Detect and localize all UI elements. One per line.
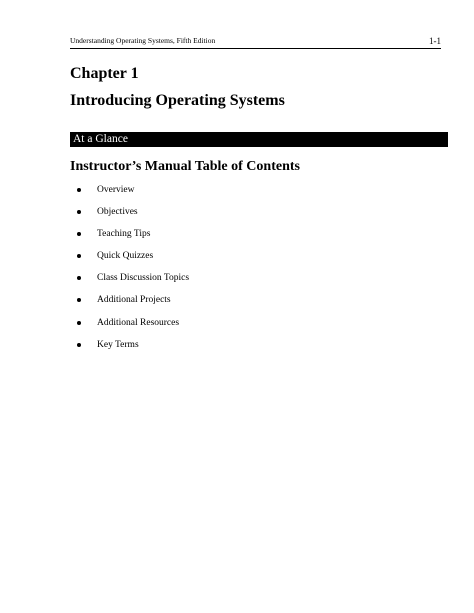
bullet-icon [77, 343, 81, 347]
toc-item-teaching-tips [70, 227, 189, 249]
toc-item-objectives [70, 205, 189, 227]
toc-item-label: Additional Projects [97, 295, 171, 306]
toc-item-additional-resources [70, 316, 189, 338]
bullet-icon [77, 210, 81, 214]
toc-item-class-discussion-topics [70, 271, 189, 293]
page-number: 1-1 [429, 36, 441, 46]
toc-item-label: Teaching Tips [97, 229, 151, 240]
bullet-icon [77, 298, 81, 302]
section-bar-at-a-glance: At a Glance [70, 132, 448, 147]
chapter-title: Introducing Operating Systems [70, 92, 285, 109]
toc-item-quick-quizzes [70, 249, 189, 271]
bullet-icon [77, 276, 81, 280]
toc-item-label: Overview [97, 185, 135, 195]
header-title: Understanding Operating Systems, Fifth Edition [70, 36, 216, 45]
toc-item-label: Class Discussion Topics [97, 273, 190, 284]
toc-heading: Instructor’s Manual Table of Contents [70, 159, 300, 174]
chapter-number: Chapter 1 [70, 65, 139, 82]
bullet-icon [77, 188, 81, 192]
toc-list [70, 183, 189, 360]
toc-item-additional-projects [70, 293, 189, 315]
toc-item-key-terms [70, 338, 189, 360]
bullet-icon [77, 232, 81, 236]
header-divider [70, 48, 441, 49]
toc-item-label: Key Terms [97, 339, 139, 350]
bullet-icon [77, 321, 81, 325]
running-header [70, 35, 441, 47]
toc-item-label: Objectives [97, 207, 138, 218]
toc-item-overview [70, 183, 189, 205]
bullet-icon [77, 254, 81, 258]
toc-item-label: Additional Resources [97, 317, 180, 328]
toc-item-label: Quick Quizzes [97, 251, 154, 262]
